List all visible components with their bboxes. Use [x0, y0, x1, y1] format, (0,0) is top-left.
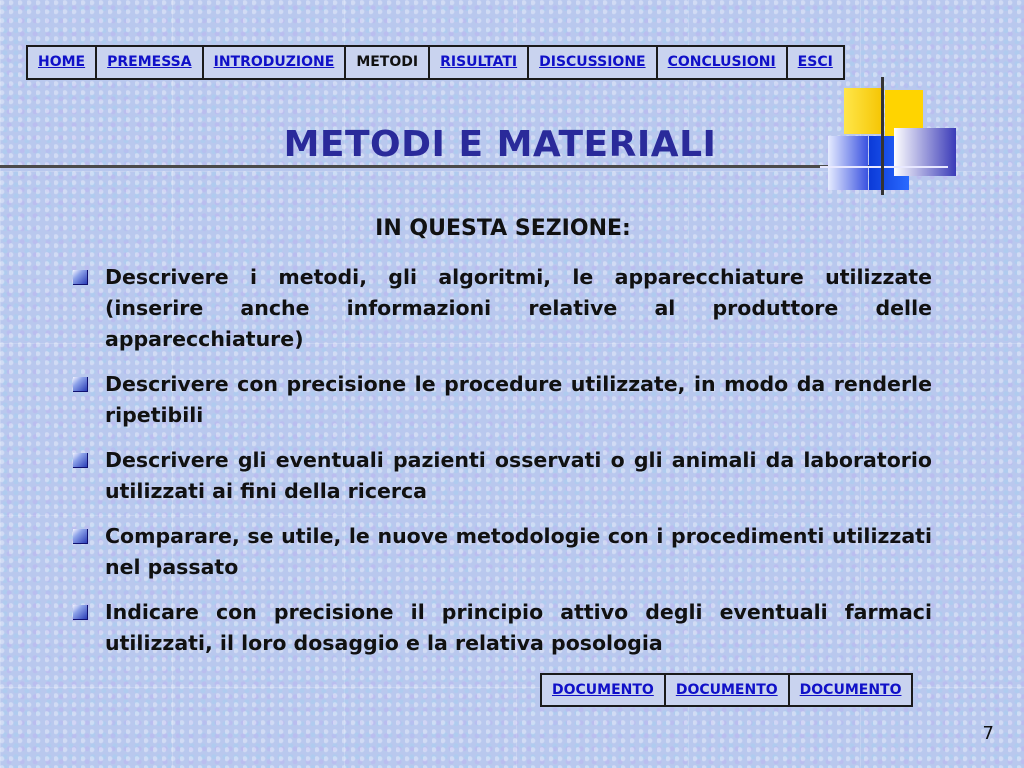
- nav-premessa-link[interactable]: PREMESSA: [97, 47, 203, 78]
- yellow-square-left: [844, 88, 884, 134]
- nav-conclusioni-link[interactable]: CONCLUSIONI: [658, 47, 788, 78]
- square-bullet-icon: [73, 270, 88, 285]
- bullet-text: Comparare, se utile, le nuove metodologie con i procedimenti utilizzati nel passato: [105, 524, 932, 579]
- square-bullet-icon: [73, 453, 88, 468]
- nav-risultati-link[interactable]: RISULTATI: [430, 47, 529, 78]
- bullet-item: [72, 521, 932, 583]
- blue-square-left: [828, 136, 868, 190]
- slide-title: METODI E MATERIALI: [283, 124, 717, 165]
- bullet-text: Descrivere gli eventuali pazienti osservati o gli animali da laboratorio utilizzati ai fini della ricerca: [105, 448, 932, 503]
- decorative-white-line: [820, 166, 948, 168]
- bullet-text: Indicare con precisione il principio attivo degli eventuali farmaci utilizzati, il loro dosaggio e la relativa posologia: [105, 600, 932, 655]
- document-link-2[interactable]: DOCUMENTO: [666, 675, 790, 705]
- document-link-1[interactable]: DOCUMENTO: [542, 675, 666, 705]
- bullet-item: [72, 369, 932, 431]
- top-navigation-bar: [26, 45, 845, 80]
- bullet-item: [72, 445, 932, 507]
- nav-esci-link[interactable]: ESCI: [797, 54, 833, 70]
- nav-discussione-link[interactable]: DISCUSSIONE: [529, 47, 657, 78]
- decorative-vertical-line: [881, 77, 884, 195]
- square-bullet-icon: [73, 377, 88, 392]
- document-link-3[interactable]: DOCUMENTO: [799, 682, 902, 698]
- title-divider: [0, 165, 878, 168]
- bullet-text: Descrivere i metodi, gli algoritmi, le apparecchiature utilizzate (inserire anche informazioni relative al produttore delle apparecchiature): [105, 265, 932, 351]
- bullet-item: [72, 597, 932, 659]
- square-bullet-icon: [73, 529, 88, 544]
- nav-home-link[interactable]: HOME: [28, 47, 97, 78]
- square-bullet-icon: [73, 605, 88, 620]
- page-number: 7: [982, 723, 994, 744]
- document-links-bar: [540, 673, 913, 707]
- nav-introduzione-link[interactable]: INTRODUZIONE: [204, 47, 347, 78]
- bullet-text: Descrivere con precisione le procedure utilizzate, in modo da renderle ripetibili: [105, 372, 932, 427]
- gradient-square: [894, 128, 956, 176]
- section-subtitle: IN QUESTA SEZIONE:: [375, 216, 631, 241]
- bullet-list: [72, 262, 932, 673]
- nav-metodi-current: METODI: [346, 47, 430, 78]
- bullet-item: [72, 262, 932, 355]
